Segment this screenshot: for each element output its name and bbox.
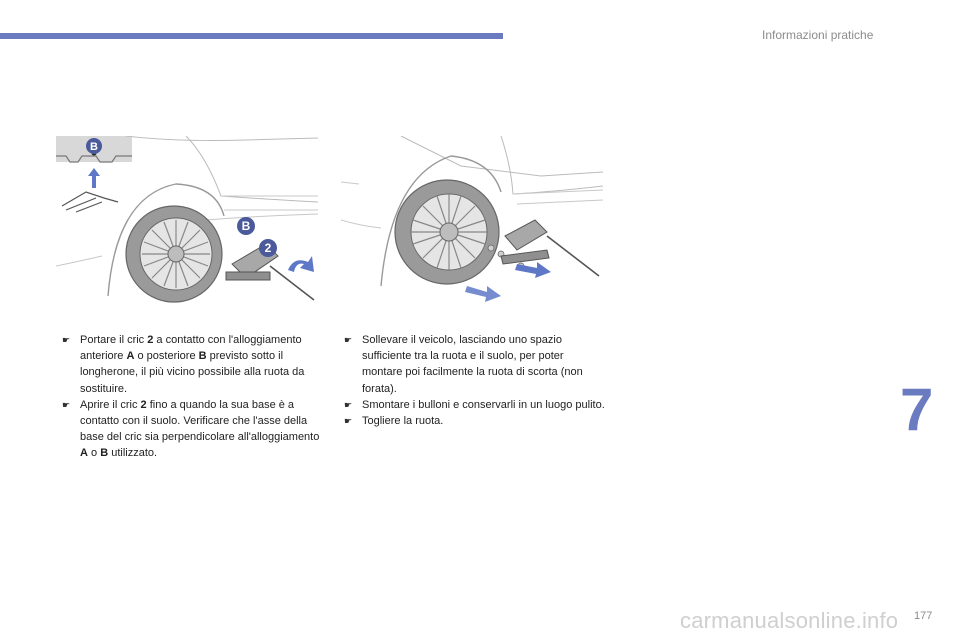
ref-jack-2: 2 [147,334,154,346]
ref-point-b: B [100,447,109,460]
illustration-lifting-vehicle [341,136,603,308]
section-title: Informazioni pratiche [762,28,874,42]
watermark: carmanualsonline.info [680,608,899,633]
header-accent-bar [0,33,503,39]
instruction-text: o [87,447,101,460]
instruction-text: Sollevare il veicolo, lasciando uno spazio sufficiente tra la ruota e il suolo, per poter montare poi facilmente la ruota di scorta (non forata). [362,334,583,395]
instruction-text: previsto sotto il longherone, il più vicino possibile alla ruota da sostituire. [80,350,305,395]
ref-point-b: B [198,350,207,363]
page-number: 177 [914,610,933,622]
instruction-item [62,397,320,462]
label-b: B [241,219,251,233]
scissor-jack [505,220,547,250]
bullet-icon: ☛ [344,335,353,345]
label-2: 2 [264,241,272,255]
instruction-text: o posteriore [134,350,199,363]
up-arrow-icon [88,168,100,188]
instruction-text: utilizzato. [108,447,158,460]
bullet-icon: ☛ [344,399,353,410]
instruction-text: fino a quando la sua base è a contatto con il suolo. Verificare che l'asse della base del cric sia perpendicolare all'alloggiamento [80,398,320,444]
illustration-jack-placement [56,136,318,308]
ref-point-a: A [126,350,135,363]
instruction-text: Smontare i bulloni e conservarli in un luogo pulito. [362,398,605,411]
jack-handle [547,236,599,276]
instructions-left-column [62,332,320,462]
instruction-item [344,332,606,397]
instruction-item [344,413,606,429]
instructions-right-column [344,332,606,429]
instruction-item [344,397,606,413]
ref-point-a: A [80,447,88,460]
instruction-text: Aprire il cric [80,398,141,411]
bullet-icon: ☛ [62,399,71,410]
bullet-icon: ☛ [344,416,353,427]
instruction-text: Togliere la ruota. [362,415,444,428]
label-b-inset: B [90,141,98,153]
bullet-icon: ☛ [62,335,71,345]
rotate-arrow-icon [288,256,314,272]
chapter-number: 7 [900,376,934,443]
instruction-item [62,332,320,397]
ref-jack-2: 2 [140,398,147,411]
lifting-vehicle-drawing [341,136,603,308]
remove-wheel-arrow-icon [465,286,501,302]
instruction-text: a contatto con l'alloggiamento anteriore [80,334,302,363]
jack-placement-drawing [56,136,318,308]
instruction-text: Portare il cric [80,334,148,346]
